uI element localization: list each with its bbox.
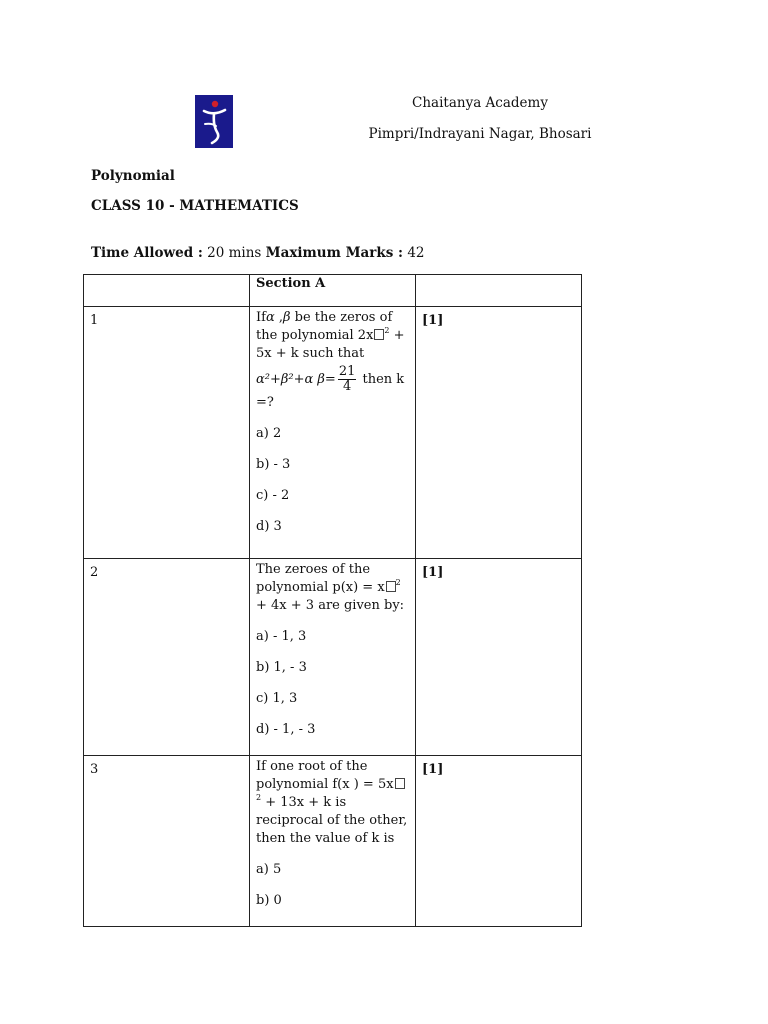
placeholder-box-icon — [374, 329, 384, 340]
school-address: Pimpri/Indrayani Nagar, Bhosari — [368, 126, 592, 142]
option-a: a) - 1, 3 — [256, 629, 307, 644]
table-header-row — [84, 275, 582, 307]
option-c: c) 1, 3 — [256, 691, 298, 706]
question-number: 2 — [84, 559, 250, 756]
option-d: d) - 1, - 3 — [256, 722, 316, 737]
marks-value: 42 — [407, 245, 425, 261]
option-b: b) 1, - 3 — [256, 660, 307, 675]
question-marks: [1] — [416, 559, 582, 756]
school-name: Chaitanya Academy — [412, 95, 548, 111]
marks-label: Maximum Marks : — [265, 245, 404, 261]
question-marks: [1] — [416, 756, 582, 927]
beta-symbol: β — [283, 310, 291, 325]
question-number: 3 — [84, 756, 250, 927]
option-d: d) 3 — [256, 519, 282, 534]
question-text: The zeroes of the polynomial p(x) = x $^2$ + 4x + 3 are given by: a) - 1, 3 b) 1, - 3 c) 1, 3 d) - 1, - 3 — [250, 559, 416, 756]
table-row — [84, 307, 582, 559]
question-table — [83, 274, 582, 927]
placeholder-box-icon — [395, 778, 405, 789]
class-label: CLASS 10 - MATHEMATICS — [91, 198, 299, 214]
placeholder-box-icon — [386, 581, 396, 592]
table-row — [84, 756, 582, 927]
time-marks-row — [91, 245, 425, 261]
section-title: Section A — [250, 275, 416, 307]
option-a: a) 5 — [256, 862, 282, 877]
time-label: Time Allowed : — [91, 245, 203, 261]
option-c: c) - 2 — [256, 488, 290, 503]
question-marks: [1] — [416, 307, 582, 559]
equation-lhs: α²+β²+α β= — [256, 372, 336, 387]
alpha-symbol: α — [265, 310, 275, 325]
subject-title: Polynomial — [91, 168, 175, 184]
question-text: If one root of the polynomial f(x ) = $5x^2 + 13x + k$ is reciprocal of the other, then the value of k is a) 5 b) 0 — [250, 756, 416, 927]
option-b: b) - 3 — [256, 457, 291, 472]
time-value: 20 mins — [207, 245, 262, 261]
academy-logo — [195, 95, 233, 148]
question-number: 1 — [84, 307, 250, 559]
table-row — [84, 559, 582, 756]
question-text: Ifα ,β be the zeros of the polynomial 2x $^2$ + 5x + k such that α²+β²+α β= $\frac{21}{4}$ then k =? a) 2 b) - 3 c) - 2 d) 3 — [250, 307, 416, 559]
fraction: $\frac{21}{4}$ — [338, 364, 356, 394]
option-a: a) 2 — [256, 426, 282, 441]
option-b: b) 0 — [256, 893, 282, 908]
